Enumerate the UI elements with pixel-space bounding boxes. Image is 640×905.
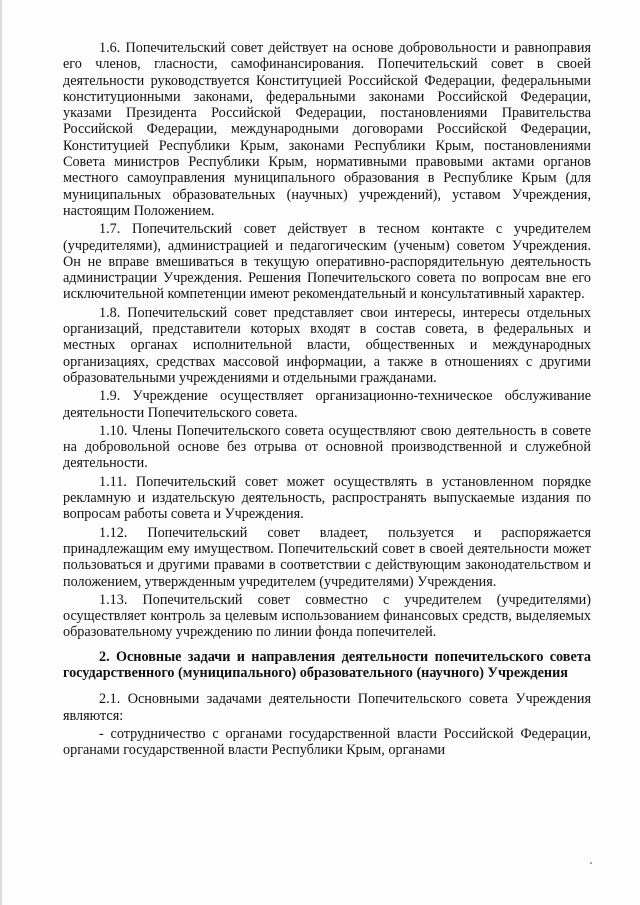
paragraph-1-9: 1.9. Учреждение осуществляет организационно-техническое обслуживание деятельности Попечительского совета. <box>63 388 591 421</box>
document-body <box>63 40 591 760</box>
paragraph-1-11: 1.11. Попечительский совет может осуществлять в установленном порядке рекламную и издательскую деятельность, распространять выпускаемые издания по вопросам работы совета и Учреждения. <box>63 473 591 523</box>
paragraph-1-10: 1.10. Члены Попечительского совета осуществляют свою деятельность в совете на добровольной основе без отрыва от основной производственной и служебной деятельности. <box>63 422 591 472</box>
scan-speck <box>590 862 592 864</box>
paragraph-1-12: 1.12. Попечительский совет владеет, пользуется и распоряжается принадлежащим ему имуществом. Попечительский совет в своей деятельности может пользоваться и другими правами в соответствии с действующим законодательством и положением, утвержденным учредителем (учредителями) Учреждения. <box>63 524 591 590</box>
paragraph-1-7: 1.7. Попечительский совет действует в тесном контакте с учредителем (учредителями), администрацией и педагогическим (ученым) советом Учреждения. Он не вправе вмешиваться в текущую оперативно-распорядительную деятельность администрации Учреждения. Решения Попечительского совета по вопросам вне его исключительной компетенции имеют рекомендательный и консультативный характер. <box>63 221 591 303</box>
paragraph-2-1: 2.1. Основными задачами деятельности Попечительского совета Учреждения являются: <box>63 691 591 724</box>
section-2-heading: 2. Основные задачи и направления деятельности попечительского совета государственного (муниципального) образовательного (научного) Учреждения <box>63 648 591 681</box>
paragraph-list-item: - сотрудничество с органами государственной власти Российской Федерации, органами государственной власти Республики Крым, органами <box>63 725 591 759</box>
paragraph-1-6: 1.6. Попечительский совет действует на основе добровольности и равноправия его членов, гласности, самофинансирования. Попечительский совет в своей деятельности руководствуется Конституцией Российской Федерации, федеральными конституционными законами, федеральными законами Российской Федерации, указами Президента Российской Федерации, постановлениями Правительства Российской Федерации, международными договорами Российской Федерации, Конституцией Республики Крым, законами Республики Крым, постановлениями Совета министров Республики Крым, нормативными правовыми актами органов местного самоуправления муниципального образования в Республике Крым (для муниципальных образовательных (научных) учреждений), уставом Учреждения, настоящим Положением. <box>63 40 591 219</box>
paragraph-1-8: 1.8. Попечительский совет представляет свои интересы, интересы отдельных организаций, представители которых входят в состав совета, в федеральных и местных органах исполнительной власти, общественных и международных организациях, средствах массовой информации, а также в отношениях с другими образовательными учреждениями и отдельными гражданами. <box>63 304 591 386</box>
paragraph-1-13: 1.13. Попечительский совет совместно с учредителем (учредителями) осуществляет контроль за целевым использованием финансовых средств, выделяемых образовательному учреждению по линии фонда попечителей. <box>63 591 591 641</box>
